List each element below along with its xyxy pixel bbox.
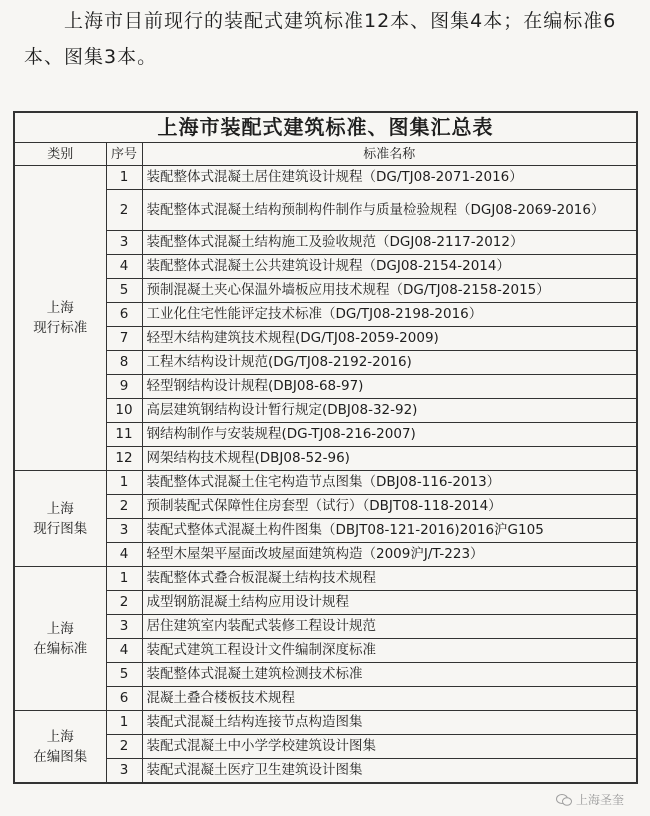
category-cell: [14, 567, 106, 711]
row-number: 6: [106, 687, 142, 711]
row-number: 8: [106, 351, 142, 375]
category-label: 上海: [46, 728, 74, 745]
table-row: [14, 663, 637, 687]
header-category: 类别: [14, 143, 106, 166]
row-number: 1: [106, 471, 142, 495]
standard-name: 装配式混凝土中小学学校建筑设计图集: [142, 735, 637, 759]
table-title: 上海市装配式建筑标准、图集汇总表: [14, 112, 637, 143]
category-label: 现行标准: [33, 320, 88, 336]
row-number: 3: [106, 615, 142, 639]
row-number: 1: [106, 711, 142, 735]
table-row: [14, 255, 637, 279]
category-label: 上海: [46, 620, 74, 637]
row-number: 6: [106, 303, 142, 327]
table-row: [14, 351, 637, 375]
row-number: 3: [106, 759, 142, 784]
table-row: [14, 591, 637, 615]
standard-name: 装配式建筑工程设计文件编制深度标准: [142, 639, 637, 663]
standard-name: 装配整体式叠合板混凝土结构技术规程: [142, 567, 637, 591]
table-row: [14, 279, 637, 303]
table-row: [14, 423, 637, 447]
standard-name: 轻型木屋架平屋面改坡屋面建筑构造（2009沪J/T-223）: [142, 543, 637, 567]
category-label: 在编标准: [33, 640, 88, 657]
table-row: [14, 471, 637, 495]
standard-name: 装配整体式混凝土居住建筑设计规程（DG/TJ08-2071-2016）: [142, 166, 637, 190]
row-number: 4: [106, 255, 142, 279]
table-row: [14, 495, 637, 519]
table-row: [14, 615, 637, 639]
row-number: 7: [106, 327, 142, 351]
row-number: 2: [106, 591, 142, 615]
category-label: 上海: [46, 300, 74, 316]
table-row: [14, 639, 637, 663]
table-row: [14, 190, 637, 231]
standard-name: 装配式整体式混凝土构件图集（DBJT08-121-2016)2016沪G105: [142, 519, 637, 543]
table-row: [14, 303, 637, 327]
standard-name: 预制装配式保障性住房套型（试行）（DBJT08-118-2014）: [142, 495, 637, 519]
standard-name: 钢结构制作与安装规程(DG-TJ08-216-2007): [142, 423, 637, 447]
category-label: 在编图集: [33, 748, 88, 765]
table-header-row: [14, 143, 637, 166]
table-row: [14, 687, 637, 711]
header-number: 序号: [106, 143, 142, 166]
standard-name: 装配整体式混凝土公共建筑设计规程（DGJ08-2154-2014）: [142, 255, 637, 279]
category-cell: [14, 166, 106, 471]
table-row: [14, 759, 637, 784]
table-row: [14, 735, 637, 759]
row-number: 3: [106, 519, 142, 543]
standard-name: 工程木结构设计规范(DG/TJ08-2192-2016): [142, 351, 637, 375]
row-number: 4: [106, 639, 142, 663]
row-number: 10: [106, 399, 142, 423]
standard-name: 装配整体式混凝土建筑检测技术标准: [142, 663, 637, 687]
standard-name: 装配式混凝土医疗卫生建筑设计图集: [142, 759, 637, 784]
standard-name: 装配整体式混凝土住宅构造节点图集（DBJ08-116-2013）: [142, 471, 637, 495]
table-row: [14, 327, 637, 351]
row-number: 2: [106, 495, 142, 519]
standard-name: 网架结构技术规程(DBJ08-52-96): [142, 447, 637, 471]
table-row: [14, 231, 637, 255]
row-number: 1: [106, 166, 142, 190]
row-number: 11: [106, 423, 142, 447]
category-cell: [14, 471, 106, 567]
table-row: [14, 447, 637, 471]
table-row: [14, 519, 637, 543]
table-body: [14, 166, 637, 784]
watermark-text: 上海圣奎: [575, 793, 624, 807]
row-number: 4: [106, 543, 142, 567]
standard-name: 装配整体式混凝土结构预制构件制作与质量检验规程（DGJ08-2069-2016）: [142, 190, 637, 231]
table-row: [14, 375, 637, 399]
row-number: 3: [106, 231, 142, 255]
row-number: 12: [106, 447, 142, 471]
standards-summary-table: [13, 111, 638, 784]
category-label: 上海: [46, 500, 74, 517]
category-label: 现行图集: [33, 520, 88, 537]
row-number: 5: [106, 279, 142, 303]
standard-name: 装配式混凝土结构连接节点构造图集: [142, 711, 637, 735]
standard-name: 轻型钢结构设计规程(DBJ08-68-97): [142, 375, 637, 399]
standard-name: 成型钢筋混凝土结构应用设计规程: [142, 591, 637, 615]
intro-paragraph: 上海市目前现行的装配式建筑标准12本、图集4本；在编标准6本、图集3本。: [24, 10, 617, 68]
standard-name: 工业化住宅性能评定技术标准（DG/TJ08-2198-2016）: [142, 303, 637, 327]
table-row: [14, 543, 637, 567]
table-row: [14, 711, 637, 735]
standard-name: 轻型木结构建筑技术规程(DG/TJ08-2059-2009): [142, 327, 637, 351]
standard-name: 居住建筑室内装配式装修工程设计规范: [142, 615, 637, 639]
row-number: 2: [106, 735, 142, 759]
standard-name: 高层建筑钢结构设计暂行规定(DBJ08-32-92): [142, 399, 637, 423]
row-number: 5: [106, 663, 142, 687]
table-row: [14, 567, 637, 591]
watermark: [556, 791, 624, 808]
row-number: 1: [106, 567, 142, 591]
wechat-icon: [556, 794, 572, 806]
table-row: [14, 399, 637, 423]
standard-name: 混凝土叠合楼板技术规程: [142, 687, 637, 711]
row-number: 9: [106, 375, 142, 399]
table-row: [14, 166, 637, 190]
header-standard-name: 标准名称: [142, 143, 637, 166]
standard-name: 预制混凝土夹心保温外墙板应用技术规程（DG/TJ08-2158-2015）: [142, 279, 637, 303]
row-number: 2: [106, 190, 142, 231]
standard-name: 装配整体式混凝土结构施工及验收规范（DGJ08-2117-2012）: [142, 231, 637, 255]
category-cell: [14, 711, 106, 784]
